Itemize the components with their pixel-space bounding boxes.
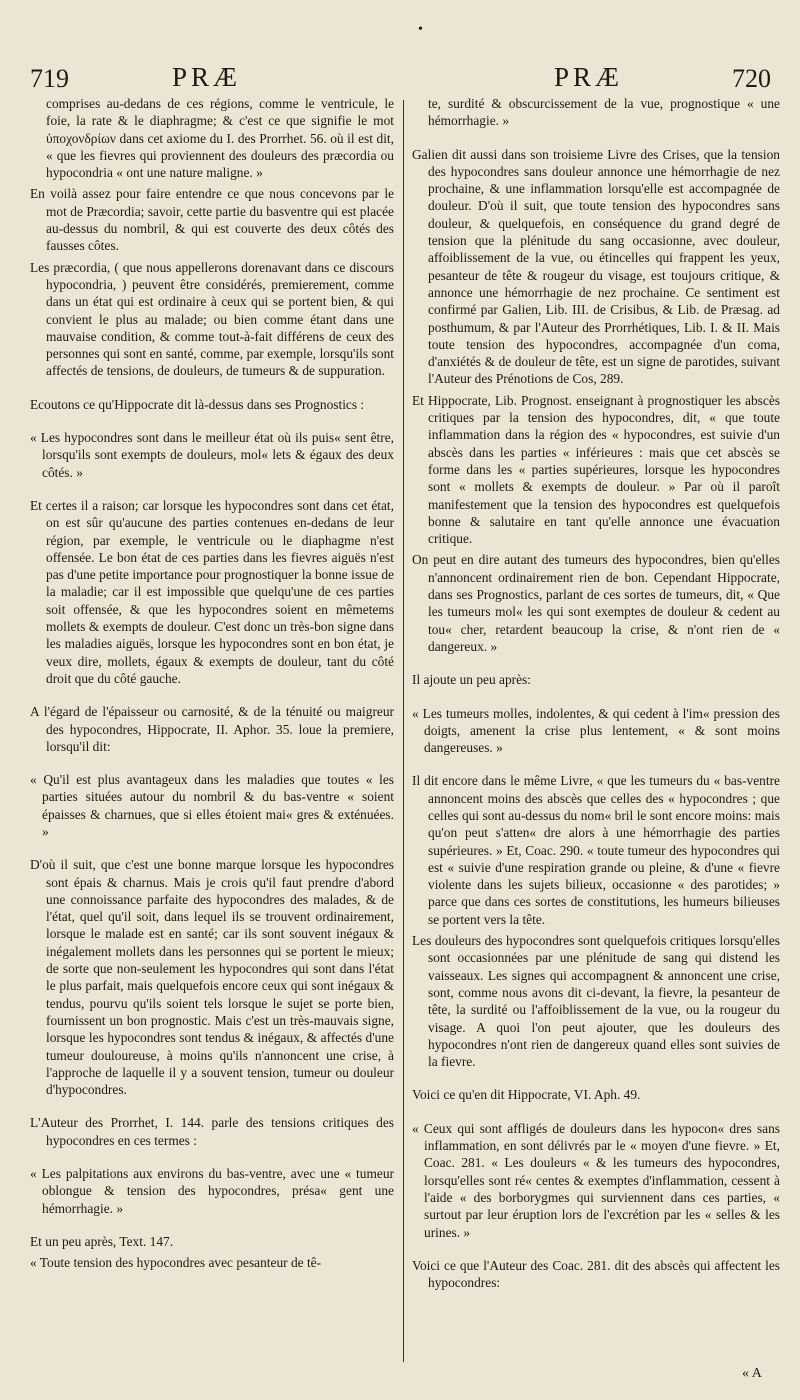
paragraph: Voici ce que l'Auteur des Coac. 281. dit des abscès qui affectent les hypocondres:: [412, 1257, 780, 1291]
right-running-head: PRÆ: [554, 62, 624, 92]
paragraph: Il ajoute un peu après:: [412, 672, 531, 688]
paragraph: D'où il suit, que c'est une bonne marque lorsque les hypocondres sont épais & charnus. Mais je crois qu'il faut prendre d'abord une connoissance parfaite des hypocondres des malades, & de l'état, quel qu'il soit, dans lequel ils se trouvent ordinairement, lorsque le malade est en santé; car ils sont souvent inégaux & inégalement mollets dans les personnes qui se portent le mieux; de sorte que non-seulement les hypocondres qui sont dans l'état le plus parfait, mais quelquefois encore ceux qui sont inégaux & tendus, pourvu qu'ils soient tels lorsque le sujet se porte bien, fournissent un bon prognostic. Mais c'est un très-mauvais signe, lorsque les hypocondres sont tendus & inégaux, & affectés d'une tumeur douloureuse, à moins qu'ils n'annoncent une crise, à l'approche de laquelle il y a souvent tension, tumeur ou douleur d'hypocondres.: [30, 857, 394, 1098]
paragraph: Ecoutons ce qu'Hippocrate dit là-dessus dans ses Prognostics :: [30, 396, 365, 412]
paragraph: Les douleurs des hypocondres sont quelquefois critiques lorsqu'elles sont occasionnées par une plénitude de sang qui distend les vaisseaux. Les signes qui accompagnent & annoncent une crise, sont, comme nous avons dit ci-devant, la fievre, la pesanteur de tête, la surdité ou l'affoiblissement de la vue, ou la rougeur du visage. A quoi l'on peut ajouter, que les douleurs des hypocondres n'ont rien de dangereux quand elles sont suivies de la fievre.: [412, 933, 780, 1070]
left-page-number: 719: [30, 64, 69, 93]
quotation: te, surdité & obscurcissement de la vue, prognostique « une hémorrhagie. »: [428, 96, 780, 129]
paragraph: En voilà assez pour faire entendre ce que nous concevons par le mot de Præcordia; savoir, cette partie du basventre qui est placée au-dessus du nombril, & qui est couverte des deux côtés des fausses côtes.: [30, 186, 394, 254]
paragraph: Les præcordia, ( que nous appellerons dorenavant dans ce discours hypocondria, ) peuvent être considérés, premierement, comme dans un état qui est ordinaire à ceux qui se portent bien, & qui convient le plus au malade; ou bien comme étant dans une mauvaise condition, & comme tout-à-fait différens de ceux des personnes qui sont en santé, comme, par exemple, lorsqu'ils sont affectés de tensions, de douleurs, de tumeurs & de suppuration.: [30, 259, 394, 379]
quotation: « Les tumeurs molles, indolentes, & qui cedent à l'im« pression des doigts, amenent la crise plus lentement, « & sont moins dangereuses. »: [412, 705, 780, 756]
quotation: « Toute tension des hypocondres avec pesanteur de tê-: [30, 1255, 322, 1271]
paragraph: Galien dit aussi dans son troisieme Livre des Crises, que la tension des hypocondres sans douleur annonce une hémorrhagie de nez prochaine, & une inflammation lorsqu'elle est accompagnée de douleur. D'où il suit, que toute tension des hypocondres sans douleur, & quelquefois, en conséquence du grand degré de tension que la plénitude du sang occasionne, avec douleur, affoiblissement de la vue, ou étincelles qui frappent les yeux, pesanteur de tête & rougeur du visage, est toujours critique, & annonce une hémorrhagie de nez prochaine. Ce sentiment est confirmé par Galien, Lib. III. de Crisibus, & Lib. de Præsag. ad posthumum, & par l'Auteur des Prorrhétiques, Lib. I. & II. Mais toute tension des hypocondres, accompagnée d'un coma, d'anxiétés & de douleur de tête, est un signe de parotides, suivant l'Auteur des Prénotions de Cos, 289.: [412, 146, 780, 387]
paragraph: A l'égard de l'épaisseur ou carnosité, & de la ténuité ou maigreur des hypocondres, Hippocrate, II. Aphor. 35. loue la premiere, lorsqu'il dit:: [30, 704, 394, 754]
paragraph: Et Hippocrate, Lib. Prognost. enseignant à prognostiquer les abscès critiques par la tension des hypocondres, dit, « que toute inflammation dans la région des « hypocondres, est suivie d'un abscès dans les parties « inférieures : mais que cet abscès se forme dans les « parties supérieures, lorsque les hypocondres sont « mollets & exempts de douleur. » Par où il paroît manifestement que la tension des hypocondres est quelquefois bonne & salutaire en tant qu'elle annonce une évacuation critique.: [412, 392, 780, 547]
paragraph: Et un peu après, Text. 147.: [30, 1233, 174, 1249]
right-page-number: 720: [732, 64, 771, 93]
quotation: « Les hypocondres sont dans le meilleur état où ils puis« sent être, lorsqu'ils sont exempts de douleurs, mol« lets & égaux des deux côtés. »: [30, 430, 394, 480]
left-column: [30, 95, 394, 1385]
quotation: « Qu'il est plus avantageux dans les maladies que toutes « les parties situées autour du nombril & du bas-ventre « soient épaisses & charnues, que si elles étoient mai« gres & exténuées. »: [30, 772, 394, 839]
quotation: « Ceux qui sont affligés de douleurs dans les hypocon« dres sans inflammation, en sont délivrés par le « moyen d'une fievre. » Et, Coac. 281. « Les douleurs « & les tumeurs des hypocondres, lorsqu'elles sont ré« centes & exemptes d'inflammation, cessent à l'aide « des borborygmes qui surviennent dans ces parties, « surtout par leur éruption lors de l'excrétion par les « selles & les urines. »: [412, 1120, 780, 1240]
column-divider: [403, 100, 404, 1362]
printer-mark: •: [418, 22, 423, 37]
paragraph: On peut en dire autant des tumeurs des hypocondres, bien qu'elles n'annoncent ordinairement rien de bon. Cependant Hippocrate, dans ses Prognostics, parlant de ces sortes de tumeurs, dit, « Que les tumeurs mol« les qui sont exemptes de douleur & cedent au tou« cher, retardent beaucoup la crise, & n'ont rien de « dangereux. »: [412, 552, 780, 654]
paragraph: Et certes il a raison; car lorsque les hypocondres sont dans cet état, on est sûr qu'aucune des parties contenues en-dedans de leur région, par exemple, le ventricule ou le diaphagme n'est offensée. Le bon état de ces parties dans les fievres aiguës n'est pas d'une petite importance pour prognostiquer la bonne issue de la maladie; car il est impossible que quelqu'une de ces parties soit offensée, & que les hypocondres soient en mêmetems mollets & exempts de douleur. C'est donc un très-bon signe dans les maladies aiguës, lorsque les hypocondres sont en bon état, je veux dire, mollets, égaux & exempts de douleur, tant du côté droit que du côté gauche.: [30, 497, 394, 686]
paragraph: Il dit encore dans le même Livre, « que les tumeurs du « bas-ventre annoncent moins des abscès que celles des « hypocondres ; que celles qui sont au-dessus du nom« bril le sont encore moins: mais qu'on peut s'atten« dre alors à une hémorrhagie des parties supérieures. » Et, Coac. 290. « toute tumeur des hypocondres qui est « suivie d'une respiration grande ou pleine, & d'une « fievre violente dans les sujets bilieux, occasionne « des parotides; » parce que dans ces sortes de constitutions, les humeurs bilieuses se portent vers la tête.: [412, 773, 780, 927]
paragraph: L'Auteur des Prorrhet, I. 144. parle des tensions critiques des hypocondres en ces termes :: [30, 1115, 394, 1148]
left-running-head: PRÆ: [172, 62, 242, 92]
paragraph: Voici ce qu'en dit Hippocrate, VI. Aph. 49.: [412, 1087, 641, 1103]
quotation: « Les palpitations aux environs du bas-ventre, avec une « tumeur oblongue & tension des hypocondres, présa« gent une hémorrhagie. »: [30, 1166, 394, 1216]
paragraph: comprises au-dedans de ces régions, comme le ventricule, le foie, la rate & le diaphragme; & c'est ce que signifie le mot ὑποχονδρίων dans cet axiome du I. des Prorrhet. 56. où il est dit, « que les fievres qui proviennent des douleurs des præcordia ou hypocondria « ont une nature maligne. »: [46, 96, 394, 181]
catchword: « A: [742, 1366, 762, 1381]
right-column: [412, 95, 780, 1385]
